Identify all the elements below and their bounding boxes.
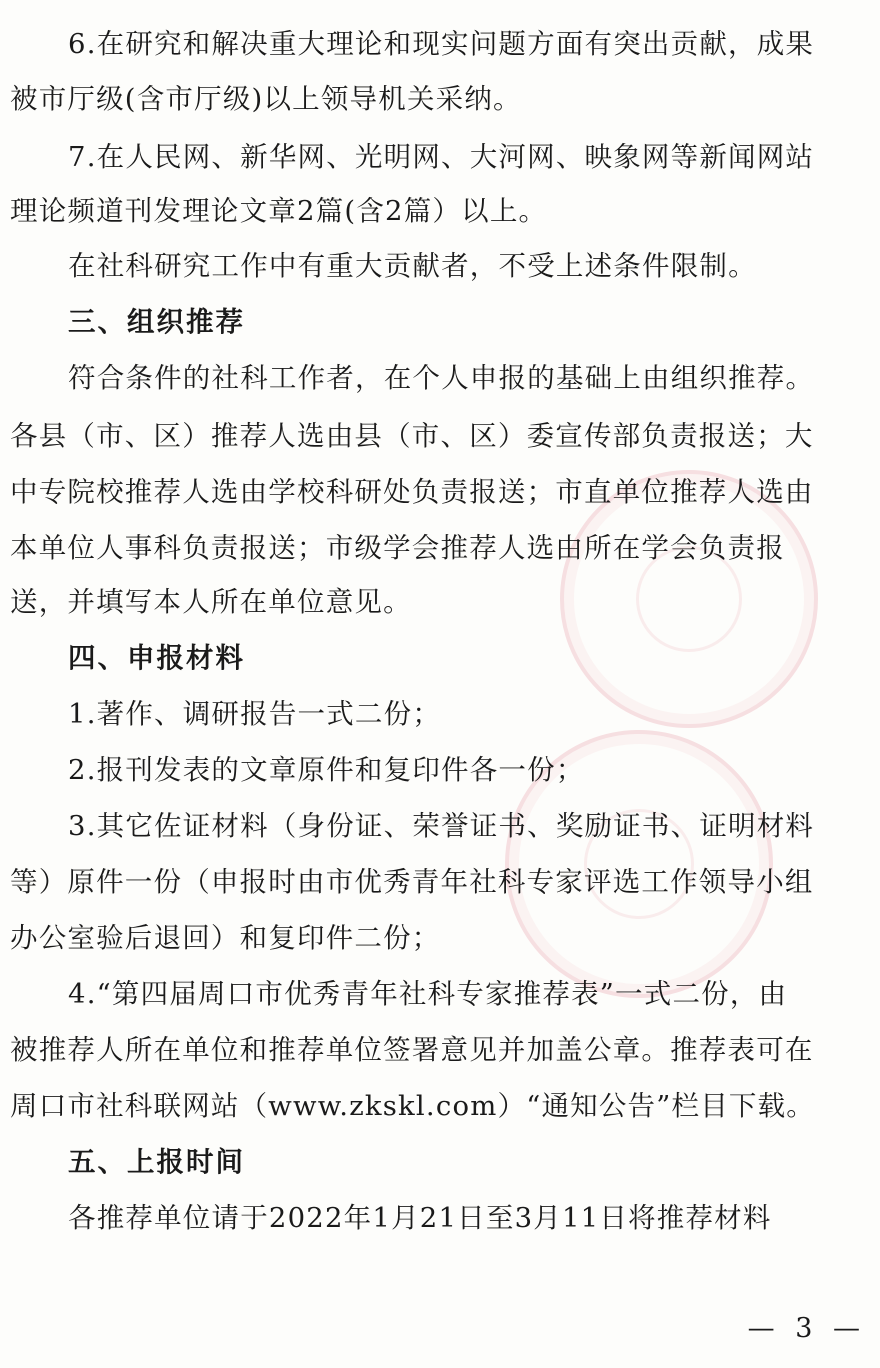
page-number: — 3 —	[747, 1313, 866, 1344]
material-item-3-line-2: 等）原件一份（申报时由市优秀青年社科专家评选工作领导小组	[10, 866, 814, 898]
item-7-line-1: 7.在人民网、新华网、光明网、大河网、映象网等新闻网站	[68, 141, 815, 173]
material-item-4-line-1: 4.“第四届周口市优秀青年社科专家推荐表”一式二份，由	[68, 978, 788, 1010]
section-4-heading: 四、申报材料	[68, 642, 245, 674]
section-3-para-line-5: 送，并填写本人所在单位意见。	[10, 586, 412, 618]
material-item-4-line-2: 被推荐人所在单位和推荐单位签署意见并加盖公章。推荐表可在	[10, 1034, 814, 1066]
item-7-line-2: 理论频道刊发理论文章2篇(含2篇）以上。	[10, 195, 548, 227]
section-5-para-line-1: 各推荐单位请于2022年1月21日至3月11日将推荐材料	[68, 1202, 772, 1234]
material-item-1: 1.著作、调研报告一式二份；	[68, 698, 442, 730]
material-item-2: 2.报刊发表的文章原件和复印件各一份；	[68, 754, 585, 786]
section-3-para-line-1: 符合条件的社科工作者，在个人申报的基础上由组织推荐。	[68, 362, 815, 394]
material-item-3-line-3: 办公室验后退回）和复印件二份；	[10, 922, 441, 954]
exception-note: 在社科研究工作中有重大贡献者，不受上述条件限制。	[68, 250, 757, 282]
item-6-line-1: 6.在研究和解决重大理论和现实问题方面有突出贡献，成果	[68, 28, 815, 60]
section-3-heading: 三、组织推荐	[68, 306, 245, 338]
section-3-para-line-2: 各县（市、区）推荐人选由县（市、区）委宣传部负责报送；大	[10, 420, 814, 452]
material-item-3-line-1: 3.其它佐证材料（身份证、荣誉证书、奖励证书、证明材料	[68, 810, 815, 842]
item-6-line-2: 被市厅级(含市厅级)以上领导机关采纳。	[10, 83, 522, 115]
section-5-heading: 五、上报时间	[68, 1146, 245, 1178]
section-3-para-line-4: 本单位人事科负责报送；市级学会推荐人选由所在学会负责报	[10, 532, 785, 564]
material-item-4-line-3: 周口市社科联网站（www.zkskl.com）“通知公告”栏目下载。	[10, 1090, 816, 1122]
section-3-para-line-3: 中专院校推荐人选由学校科研处负责报送；市直单位推荐人选由	[10, 476, 814, 508]
